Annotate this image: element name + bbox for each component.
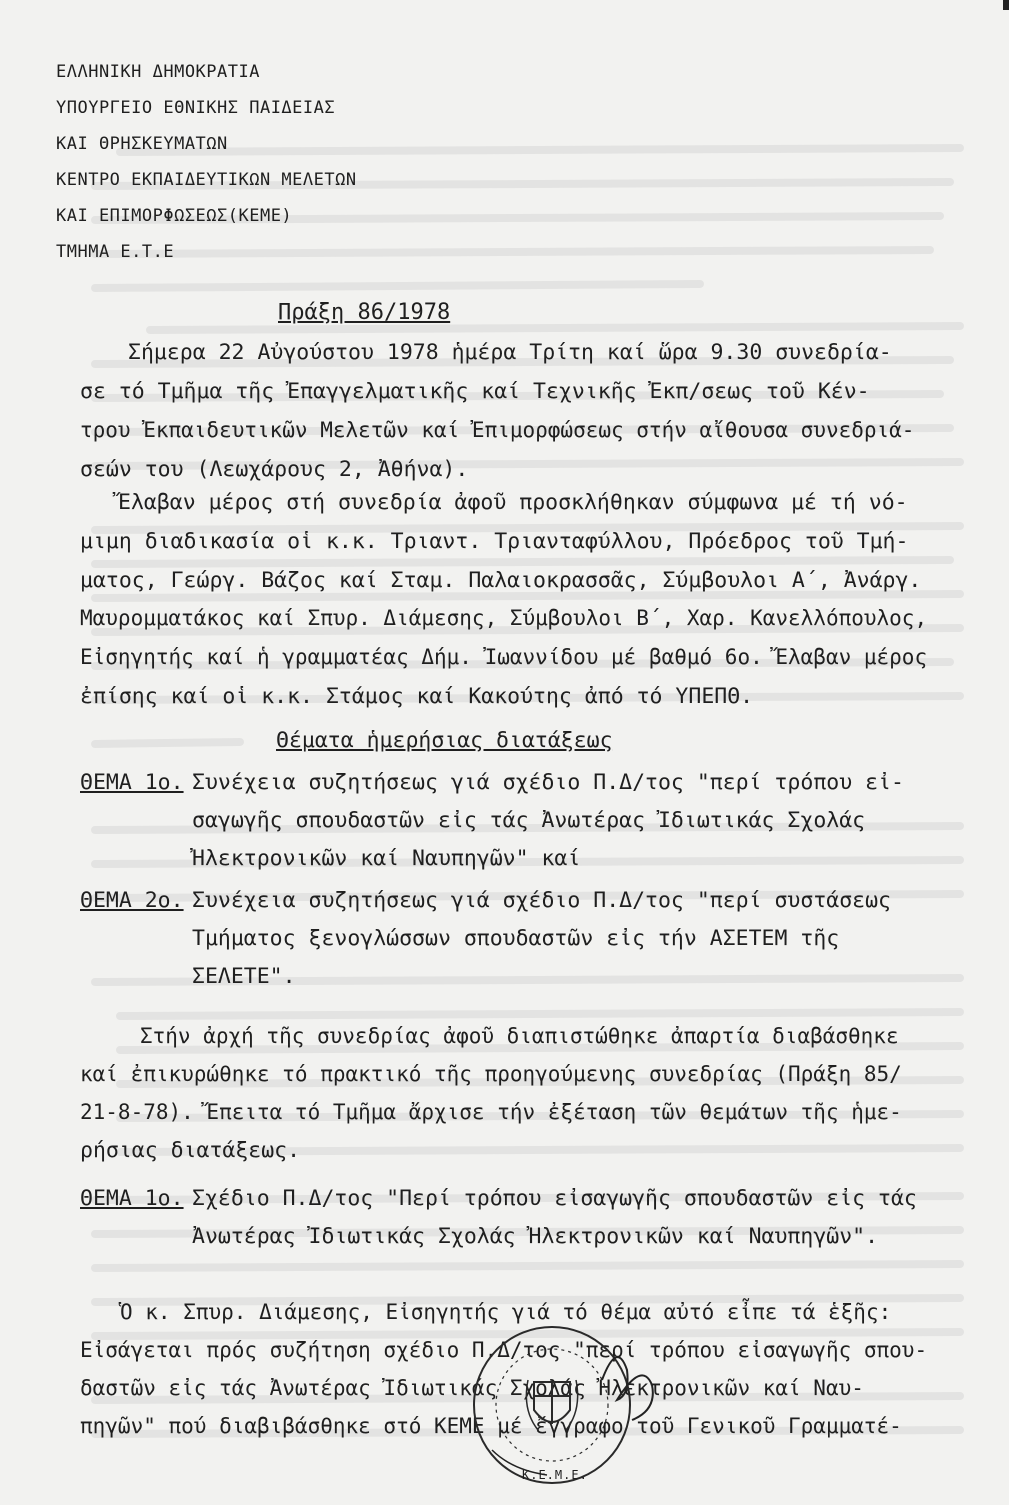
theme1-line-1: Σχέδιο Π.Δ/τος "Περί τρόπου εἰσαγωγῆς σπουδαστῶν εἰς τάς [192, 1186, 917, 1211]
intro-line-3: τρου Ἐκπαιδευτικῶν Μελετῶν καί Ἐπιμορφώσεως στήν αἴθουσα συνεδριά- [80, 418, 915, 442]
closing-line-1: Ὁ κ. Σπυρ. Διάμεσης, Εἰσηγητής γιά τό θέμα αὐτό εἶπε τά ἑξῆς: [120, 1300, 892, 1324]
header-line-1: ΕΛΛΗΝΙΚΗ ΔΗΜΟΚΡΑΤΙΑ [56, 62, 260, 82]
agenda-item-2-line-2: Τμήματος ξενογλώσσων σπουδαστῶν εἰς τήν ΑΣΕΤΕΜ τῆς [192, 926, 840, 951]
header-line-3: ΚΑΙ ΘΡΗΣΚΕΥΜΑΤΩΝ [56, 134, 228, 154]
header-line-5: ΚΑΙ ΕΠΙΜΟΡΦΩΣΕΩΣ(ΚΕΜΕ) [56, 206, 293, 226]
agenda-item-1-line-2: σαγωγῆς σπουδαστῶν εἰς τάς Ἀνωτέρας Ἰδιωτικάς Σχολάς [192, 808, 866, 833]
agenda-item-1-line-3: Ἠλεκτρονικῶν καί Ναυπηγῶν" καί [192, 846, 581, 871]
attendance-line-1: Ἔλαβαν μέρος στή συνεδρία ἀφοῦ προσκλήθηκαν σύμφωνα μέ τή νό- [118, 490, 908, 515]
opening-line-1: Στήν ἀρχή τῆς συνεδρίας ἀφοῦ διαπιστώθηκε ἀπαρτία διαβάσθηκε [140, 1024, 899, 1048]
intro-line-2: σε τό Τμῆμα τῆς Ἐπαγγελματικῆς καί Τεχνικῆς Ἐκπ/σεως τοῦ Κέν- [80, 379, 870, 404]
agenda-item-2-line-3: ΣΕΛΕΤΕ". [192, 964, 296, 989]
intro-line-1: Σήμερα 22 Αὐγούστου 1978 ἡμέρα Τρίτη καί ὥρα 9.30 συνεδρία- [128, 340, 892, 365]
closing-line-4: πηγῶν" πού διαβιβάσθηκε στό ΚΕΜΕ μέ ἔγγραφο τοῦ Γενικοῦ Γραμματέ- [80, 1414, 902, 1438]
attendance-line-4: Μαυρομματάκος καί Σπυρ. Διάμεσης, Σύμβουλοι Β΄, Χαρ. Κανελλόπουλος, [80, 606, 928, 630]
agenda-item-2-line-1: Συνέχεια συζητήσεως γιά σχέδιο Π.Δ/τος "περί συστάσεως [192, 888, 891, 913]
opening-line-4: ρήσιας διατάξεως. [80, 1138, 301, 1163]
header-line-4: ΚΕΝΤΡΟ ΕΚΠΑΙΔΕΥΤΙΚΩΝ ΜΕΛΕΤΩΝ [56, 170, 357, 190]
opening-line-2: καί ἐπικυρώθηκε τό πρακτικό τῆς προηγούμενης συνεδρίας (Πράξη 85/ [80, 1062, 902, 1086]
agenda-item-2-label: ΘΕΜΑ 2ο. [80, 888, 184, 913]
stamp-label: Κ.Ε.Μ.Ε. [522, 1468, 588, 1482]
theme1-line-2: Ἀνωτέρας Ἰδιωτικάς Σχολάς Ἠλεκτρονικῶν καί Ναυπηγῶν". [192, 1224, 879, 1249]
theme1-label: ΘΕΜΑ 1ο. [80, 1186, 184, 1211]
attendance-line-5: Εἰσηγητής καί ἡ γραμματέας Δήμ. Ἰωαννίδου μέ βαθμό 6ο. Ἔλαβαν μέρος [80, 645, 928, 669]
closing-line-3: δαστῶν εἰς τάς Ἀνωτέρας Ἰδιωτικάς Σχολάς Ἠλεκτρονικῶν καί Ναυ- [80, 1376, 864, 1400]
intro-line-4: σεών του (Λεωχάρους 2, Ἀθήνα). [80, 457, 469, 482]
agenda-item-1-line-1: Συνέχεια συζητήσεως γιά σχέδιο Π.Δ/τος "περί τρόπου εἰ- [192, 770, 904, 795]
header-line-6: ΤΜΗΜΑ Ε.Τ.Ε [56, 242, 175, 262]
header-line-2: ΥΠΟΥΡΓΕΙΟ ΕΘΝΙΚΗΣ ΠΑΙΔΕΙΑΣ [56, 98, 336, 118]
attendance-line-6: ἐπίσης καί οἱ κ.κ. Στάμος καί Κακούτης ἀπό τό ΥΠΕΠΘ. [80, 684, 754, 709]
attendance-line-2: μιμη διαδικασία οἱ κ.κ. Τριαντ. Τριανταφύλλου, Πρόεδρος τοῦ Τμή- [80, 529, 909, 554]
document-title: Πράξη 86/1978 [278, 300, 451, 325]
agenda-item-1-label: ΘΕΜΑ 1ο. [80, 770, 184, 795]
page-edge-mark [1003, 0, 1009, 10]
agenda-heading: Θέματα ἡμερήσιας διατάξεως [276, 728, 613, 753]
attendance-line-3: ματος, Γεώργ. Βάζος καί Σταμ. Παλαιοκρασσᾶς, Σύμβουλοι Α΄, Ἀνάργ. [80, 568, 922, 593]
closing-line-2: Εἰσάγεται πρός συζήτηση σχέδιο Π.Δ/τος "περί τρόπου εἰσαγωγῆς σπου- [80, 1338, 928, 1362]
official-stamp [452, 1300, 672, 1500]
opening-line-3: 21-8-78). Ἔπειτα τό Τμῆμα ἄρχισε τήν ἐξέταση τῶν θεμάτων τῆς ἡμε- [80, 1100, 902, 1124]
